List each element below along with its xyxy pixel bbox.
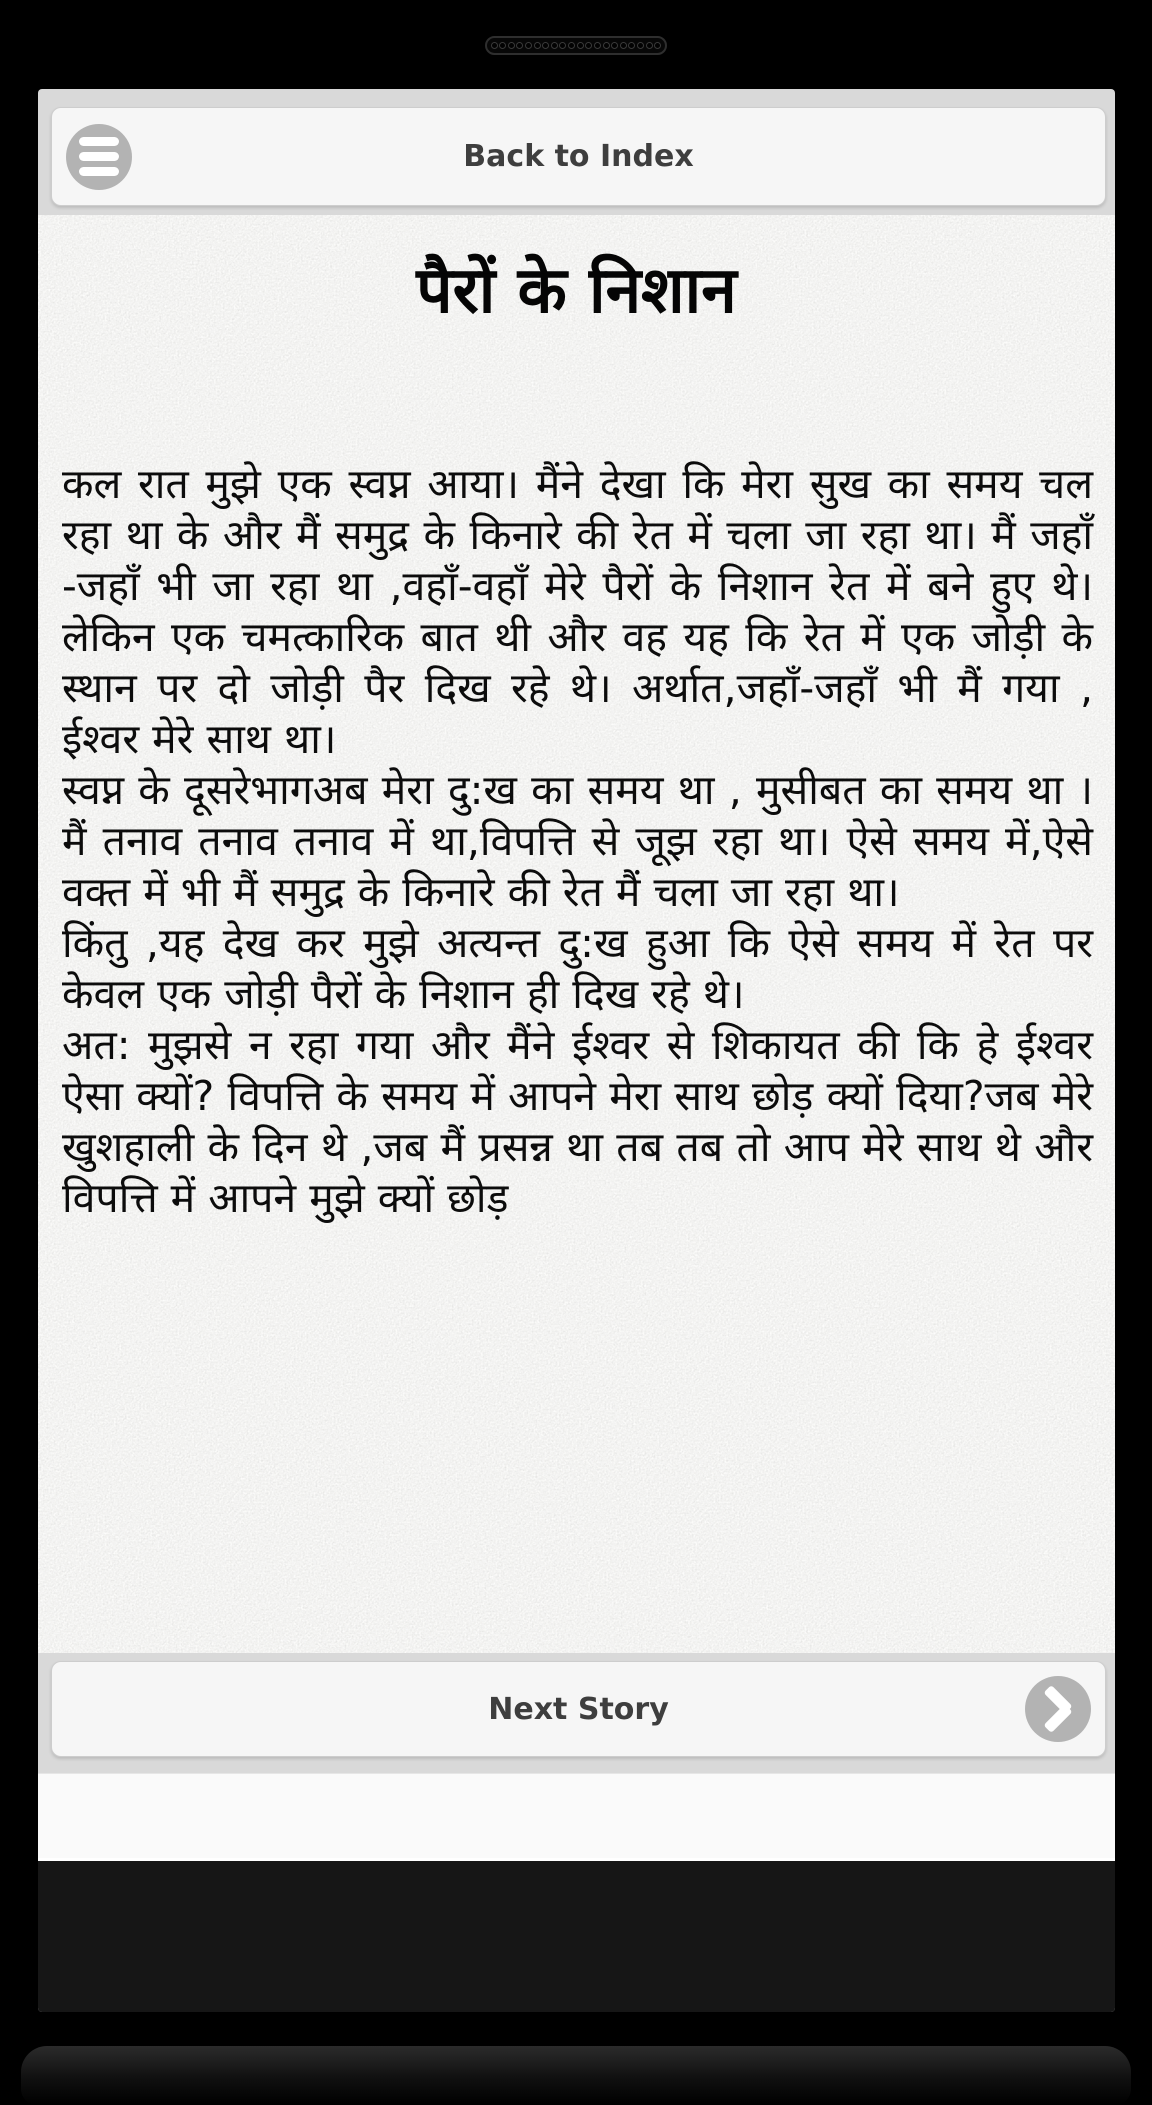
story-body <box>62 459 1093 1224</box>
chevron-right-icon <box>1039 1686 1077 1732</box>
story-paragraph: कल रात मुझे एक स्वप्न आया। मैंने देखा कि मेरा सुख का समय चल रहा था के और मैं समुद्र के किनारे की रेत में चला जा रहा था। मैं जहाँ -जहाँ भी जा रहा था ,वहाँ-वहाँ मेरे पैरों के निशान रेत में बने हुए थे।लेकिन एक चमत्कारिक बात थी और वह यह कि रेत में एक जोड़ी के स्थान पर दो जोड़ी पैर दिख रहे थे। अर्थात,जहाँ-जहाँ भी मैं गया , ईश्वर मेरे साथ था। <box>62 460 1093 763</box>
story-paragraph: अत: मुझसे न रहा गया और मैंने ईश्वर से शिकायत की कि हे ईश्वर ऐसा क्यों? विपत्ति के समय में आपने मेरा साथ छोड़ क्यों दिया?जब मेरे खुशहाली के दिन थे ,जब मैं प्रसन्न था तब तब तो आप मेरे साथ थे और विपत्ति में आपने मुझे क्यों छोड़ <box>62 1021 1093 1222</box>
screen-bottom-black <box>38 1861 1115 2012</box>
bottom-panel <box>38 1773 1115 1861</box>
top-bar <box>51 107 1106 206</box>
story-paragraph: स्वप्न के दूसरेभागअब मेरा दु:ख का समय था , मुसीबत का समय था । मैं तनाव तनाव तनाव में था,विपत्ति से जूझ रहा था। ऐसे समय में,ऐसे वक्त में भी मैं समुद्र के किनारे की रेत मैं चला जा रहा था। <box>62 766 1093 916</box>
story-paragraph: किंतु ,यह देख कर मुझे अत्यन्त दु:ख हुआ कि ऐसे समय में रेत पर केवल एक जोड़ी पैरों के निशान ही दिख रहे थे। <box>62 919 1093 1018</box>
story-page <box>38 215 1115 1653</box>
speaker-grille <box>485 36 667 55</box>
story-title: पैरों के निशान <box>416 254 737 328</box>
next-story-bar[interactable] <box>51 1661 1106 1757</box>
top-bar-title: Back to Index <box>463 139 694 174</box>
next-story-button[interactable] <box>1025 1676 1091 1742</box>
next-story-label: Next Story <box>488 1691 669 1727</box>
phone-bottom-edge <box>21 2046 1131 2105</box>
app-screen <box>38 89 1115 2012</box>
